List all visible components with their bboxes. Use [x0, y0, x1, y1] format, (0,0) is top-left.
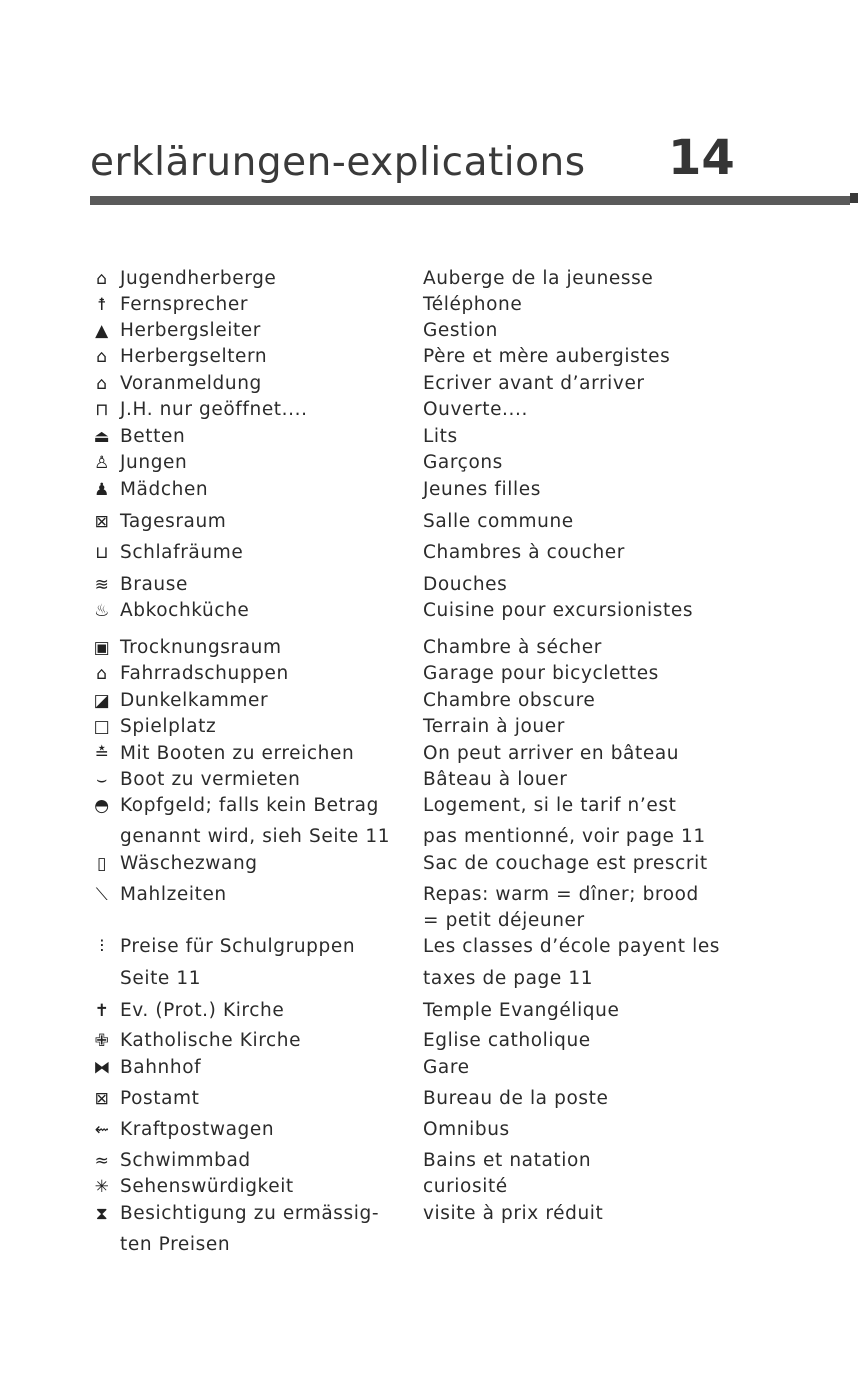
girl-icon: ♟	[94, 480, 110, 500]
postbus-icon: ⇜	[94, 1120, 110, 1140]
french-term-continuation: taxes de page 11	[423, 968, 594, 989]
telephone-icon: ☨	[97, 295, 107, 315]
bed-icon: ⏏	[93, 427, 111, 447]
french-term: Bureau de la poste	[423, 1088, 609, 1109]
french-term: Père et mère aubergistes	[423, 346, 671, 367]
german-term: Tagesraum	[120, 511, 227, 532]
german-term-continuation: genannt wird, sieh Seite 11	[120, 826, 391, 847]
french-term: Repas: warm = dîner; brood	[423, 884, 699, 905]
french-term-continuation: = petit déjeuner	[423, 910, 585, 931]
french-term: Douches	[423, 574, 508, 595]
french-term: Salle commune	[423, 511, 574, 532]
french-term: Garage pour bicyclettes	[423, 663, 659, 684]
german-term: Schlafräume	[120, 542, 244, 563]
german-term: Abkochküche	[120, 600, 250, 621]
french-term: Ouverte....	[423, 399, 528, 420]
page-title: erklärungen-explications	[90, 140, 586, 185]
french-term-continuation: pas mentionné, voir page 11	[423, 826, 706, 847]
school-groups-icon: ⫶	[99, 937, 105, 957]
boat-rental-icon: ⌣	[96, 770, 108, 790]
railway-station-icon: ⧓	[93, 1058, 111, 1078]
sight-icon: ✳	[94, 1177, 110, 1197]
german-term: Sehenswürdigkeit	[120, 1176, 294, 1197]
german-term: Kraftpostwagen	[120, 1119, 275, 1140]
german-term: Postamt	[120, 1088, 200, 1109]
french-term: Jeunes filles	[423, 479, 541, 500]
drying-room-icon: ▣	[93, 638, 111, 658]
german-term: Katholische Kirche	[120, 1030, 302, 1051]
german-term-continuation: ten Preisen	[120, 1234, 231, 1255]
dormitory-icon: ⊔	[95, 543, 109, 563]
german-term: Schwimmbad	[120, 1150, 251, 1171]
german-term: Spielplatz	[120, 716, 217, 737]
french-term: Bâteau à louer	[423, 769, 568, 790]
german-term: Kopfgeld; falls kein Betrag	[120, 795, 379, 816]
german-term: Bahnhof	[120, 1057, 202, 1078]
kitchen-icon: ♨	[94, 601, 110, 621]
german-term: Wäschezwang	[120, 853, 258, 874]
french-term: Ecriver avant d’arriver	[423, 373, 645, 394]
parents-house-icon: ⌂	[96, 347, 108, 367]
french-term: Temple Evangélique	[423, 1000, 620, 1021]
catholic-church-icon: ✙	[94, 1031, 110, 1051]
german-term: Herbergseltern	[120, 346, 268, 367]
german-term: Mahlzeiten	[120, 884, 227, 905]
darkroom-icon: ◪	[93, 691, 111, 711]
german-term: J.H. nur geöffnet....	[120, 399, 308, 420]
hostel-icon: ⌂	[96, 269, 108, 289]
french-term: Logement, si le tarif n’est	[423, 795, 677, 816]
french-term: Gestion	[423, 320, 498, 341]
german-term: Ev. (Prot.) Kirche	[120, 1000, 285, 1021]
page-number: 14	[668, 130, 735, 186]
german-term: Boot zu vermieten	[120, 769, 301, 790]
linen-icon: ▯	[97, 854, 107, 874]
german-term: Fernsprecher	[120, 294, 249, 315]
bicycle-shed-icon: ⌂	[96, 664, 108, 684]
shower-icon: ≋	[94, 575, 110, 595]
header-rule	[90, 196, 850, 205]
german-term: Preise für Schulgruppen	[120, 936, 356, 957]
playground-icon: □	[93, 717, 111, 737]
german-term: Jugendherberge	[120, 268, 277, 289]
french-term: Chambre obscure	[423, 690, 596, 711]
reduced-visit-icon: ⧗	[95, 1204, 109, 1224]
german-term: Trocknungsraum	[120, 637, 282, 658]
german-term: Mädchen	[120, 479, 209, 500]
french-term: Garçons	[423, 452, 503, 473]
french-term: Eglise catholique	[423, 1030, 591, 1051]
boy-icon: ♙	[94, 453, 110, 473]
german-term: Voranmeldung	[120, 373, 262, 394]
french-term: On peut arriver en bâteau	[423, 743, 680, 764]
german-term: Herbergsleiter	[120, 320, 261, 341]
open-only-icon: ⊓	[95, 400, 109, 420]
french-term: Terrain à jouer	[423, 716, 565, 737]
french-term: Cuisine pour excursionistes	[423, 600, 694, 621]
german-term: Mit Booten zu erreichen	[120, 743, 355, 764]
french-term: visite à prix réduit	[423, 1203, 604, 1224]
triangle-icon: ▲	[95, 321, 109, 341]
german-term: Besichtigung zu ermässig-	[120, 1203, 380, 1224]
boat-access-icon: ≛	[94, 744, 110, 764]
french-term: Téléphone	[423, 294, 523, 315]
french-term: Bains et natation	[423, 1150, 592, 1171]
french-term: Omnibus	[423, 1119, 510, 1140]
advance-booking-icon: ⌂	[96, 374, 108, 394]
meals-icon: ⟍	[95, 885, 109, 905]
protestant-church-icon: ✝	[94, 1001, 110, 1021]
french-term: Lits	[423, 426, 458, 447]
french-term: Les classes d’école payent les	[423, 936, 721, 957]
german-term: Betten	[120, 426, 186, 447]
header-rule-end	[850, 193, 858, 203]
german-term-continuation: Seite 11	[120, 968, 202, 989]
german-term: Fahrradschuppen	[120, 663, 289, 684]
french-term: Sac de couchage est prescrit	[423, 853, 708, 874]
french-term: Gare	[423, 1057, 470, 1078]
french-term: curiosité	[423, 1176, 508, 1197]
german-term: Brause	[120, 574, 188, 595]
post-office-icon: ⊠	[94, 1089, 110, 1109]
german-term: Dunkelkammer	[120, 690, 269, 711]
french-term: Auberge de la jeunesse	[423, 268, 654, 289]
fee-icon: ◓	[94, 796, 110, 816]
german-term: Jungen	[120, 452, 188, 473]
french-term: Chambre à sécher	[423, 637, 602, 658]
swimming-pool-icon: ≈	[94, 1151, 110, 1171]
day-room-icon: ⊠	[94, 512, 110, 532]
french-term: Chambres à coucher	[423, 542, 625, 563]
